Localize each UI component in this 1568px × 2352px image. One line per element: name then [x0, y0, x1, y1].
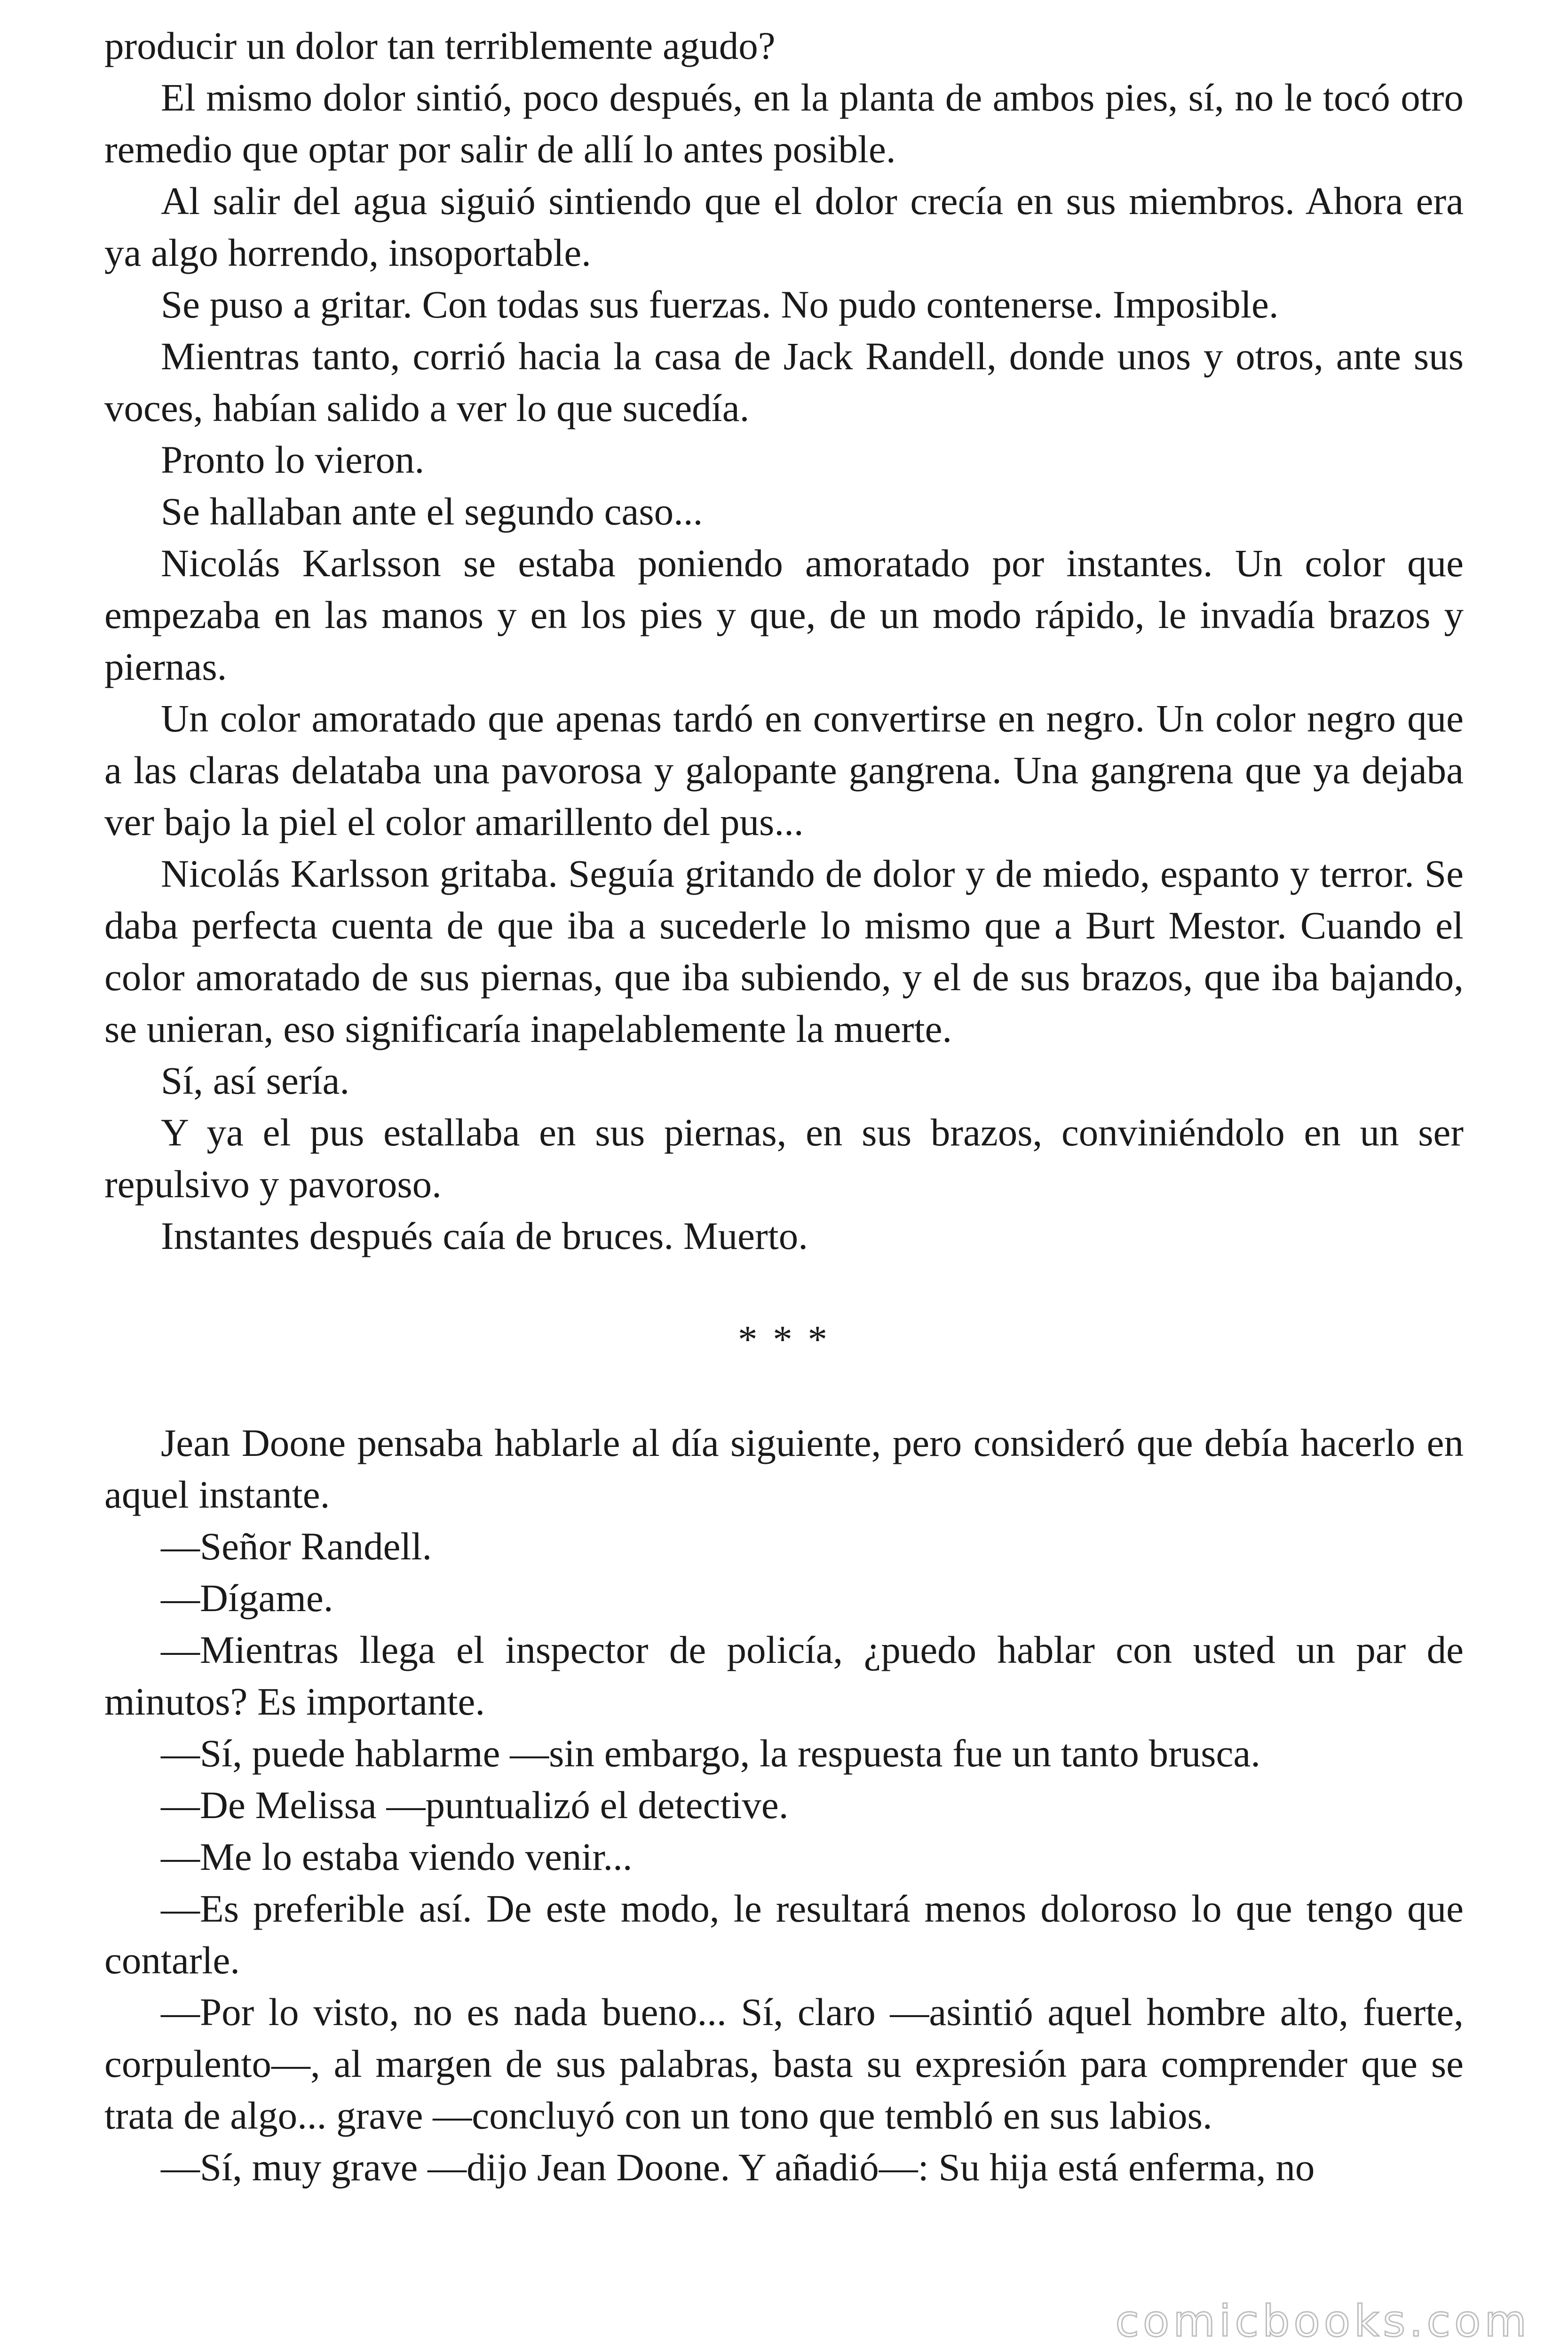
paragraph: Se puso a gritar. Con todas sus fuerzas. No pudo contenerse. Imposible. — [161, 283, 1279, 326]
watermark: comicbooks.com — [1115, 2296, 1530, 2346]
dialogue-line: —Sí, muy grave —dijo Jean Doone. Y añadió—: Su hija está enferma, no — [161, 2145, 1315, 2189]
paragraph: Nicolás Karlsson gritaba. Seguía gritando de dolor y de miedo, espanto y terror. Se daba perfecta cuenta de que iba a sucederle lo mismo que a Burt Mestor. Cuando el color amoratado de sus piernas, que iba subiendo, y el de sus brazos, que iba bajando, se unieran, eso significaría inapelablemente la muerte. — [104, 852, 1464, 1050]
paragraph-continuation: producir un dolor tan terriblemente agudo? — [104, 24, 776, 67]
paragraph: Jean Doone pensaba hablarle al día siguiente, pero consideró que debía hacerlo en aquel instante. — [104, 1421, 1464, 1516]
dialogue-line: —Por lo visto, no es nada bueno... Sí, claro —asintió aquel hombre alto, fuerte, corpulento—, al margen de sus palabras, basta su expresión para comprender que se trata de algo... grave —concluyó con un tono que tembló en sus labios. — [104, 1990, 1464, 2137]
paragraph: Instantes después caía de bruces. Muerto. — [161, 1214, 808, 1257]
dialogue-line: —Es preferible así. De este modo, le resultará menos doloroso lo que tengo que contarle. — [104, 1887, 1464, 1982]
dialogue-line: —Dígame. — [161, 1576, 333, 1620]
dialogue-line: —Me lo estaba viendo venir... — [161, 1835, 633, 1878]
dialogue-line: —Señor Randell. — [161, 1525, 432, 1568]
paragraph: Sí, así sería. — [161, 1059, 350, 1102]
paragraph: El mismo dolor sintió, poco después, en la planta de ambos pies, sí, no le tocó otro remedio que optar por salir de allí lo antes posible. — [104, 76, 1464, 171]
dialogue-line: —De Melissa —puntualizó el detective. — [161, 1783, 789, 1827]
paragraph: Al salir del agua siguió sintiendo que el dolor crecía en sus miembros. Ahora era ya algo horrendo, insoportable. — [104, 179, 1464, 274]
paragraph: Un color amoratado que apenas tardó en convertirse en negro. Un color negro que a las claras delataba una pavorosa y galopante gangrena. Una gangrena que ya dejaba ver bajo la piel el color amarillento del pus... — [104, 697, 1464, 843]
dialogue-line: —Mientras llega el inspector de policía, ¿puedo hablar con usted un par de minutos? Es importante. — [104, 1628, 1464, 1723]
book-page-text — [104, 20, 1464, 2193]
section-separator: * * * — [738, 1318, 830, 1361]
paragraph: Y ya el pus estallaba en sus piernas, en sus brazos, conviniéndolo en un ser repulsivo y pavoroso. — [104, 1111, 1464, 1206]
paragraph: Pronto lo vieron. — [161, 438, 425, 481]
paragraph: Nicolás Karlsson se estaba poniendo amoratado por instantes. Un color que empezaba en las manos y en los pies y que, de un modo rápido, le invadía brazos y piernas. — [104, 541, 1464, 688]
paragraph: Se hallaban ante el segundo caso... — [161, 490, 703, 533]
dialogue-line: —Sí, puede hablarme —sin embargo, la respuesta fue un tanto brusca. — [161, 1732, 1260, 1775]
paragraph: Mientras tanto, corrió hacia la casa de Jack Randell, donde unos y otros, ante sus voces, habían salido a ver lo que sucedía. — [104, 334, 1464, 429]
